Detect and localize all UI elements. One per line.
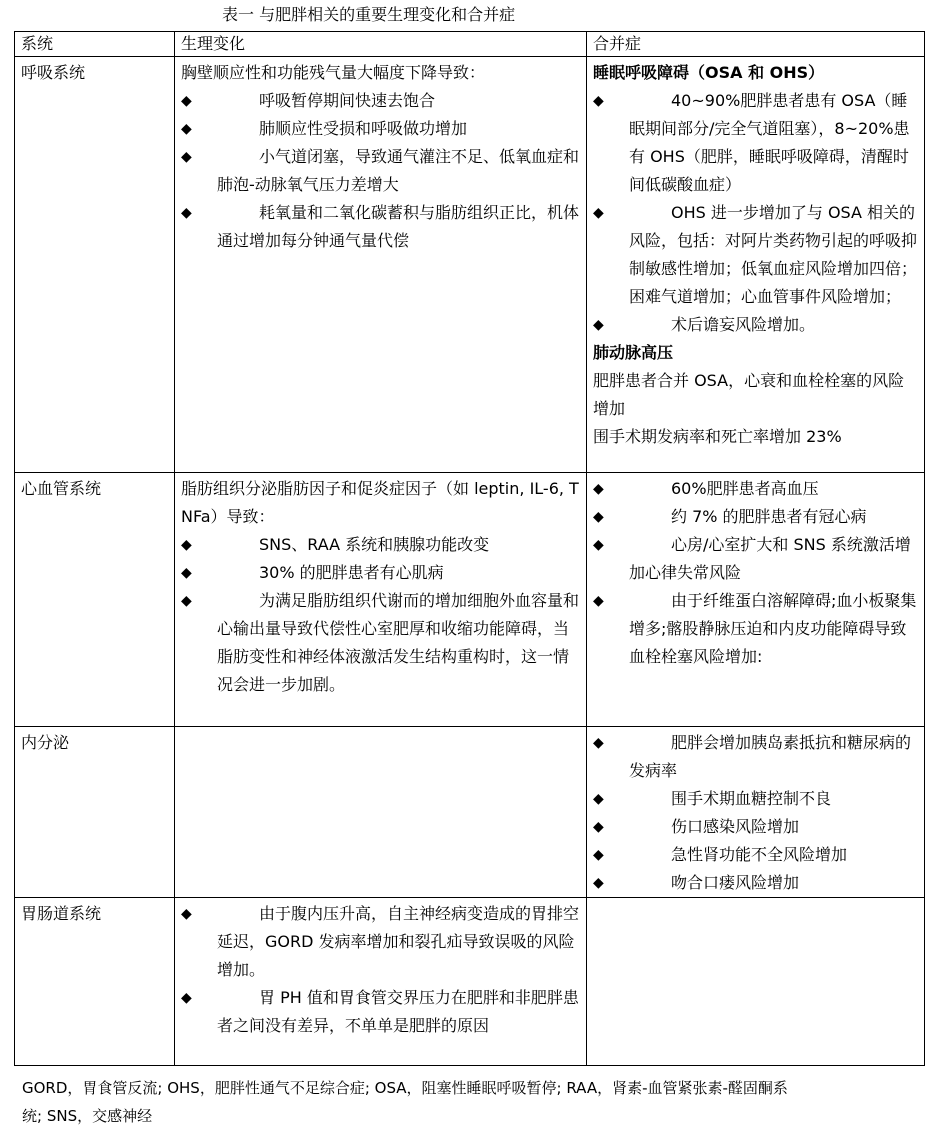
list-item-text: 围手术期血糖控制不良 [671,789,832,808]
list-item-text: 心房/心室扩大和 SNS 系统激活增加心律失常风险 [629,535,911,582]
list-item [593,813,918,841]
table-footnote: GORD，胃食管反流; OHS，肥胖性通气不足综合症; OSA，阻塞性睡眠呼吸暂停; RAA，肾素-血管紧张素-醛固酮系统; SNS，交感神经 [22,1079,788,1125]
list-item-text: SNS、RAA 系统和胰腺功能改变 [259,535,490,554]
bullet-diamond-icon: ◆ [181,990,192,1006]
complications-cell [587,898,925,1066]
system-cell: 呼吸系统 [15,57,175,473]
list-item [593,311,918,339]
physiology-list [181,900,580,1040]
bullet-diamond-icon: ◆ [181,93,192,109]
paragraph: 围手术期发病率和死亡率增加 23% [593,427,842,446]
system-cell: 胃肠道系统 [15,898,175,1066]
list-item-text: 呼吸暂停期间快速去饱合 [259,91,436,110]
table-caption: 表一 与肥胖相关的重要生理变化和合并症 [222,5,516,24]
list-item [181,900,580,984]
complications-list [593,729,918,897]
list-item [593,531,918,587]
list-item [181,531,580,559]
list-item-text: 约 7% 的肥胖患者有冠心病 [671,507,867,526]
system-cell: 心血管系统 [15,473,175,727]
list-item-text: 术后谵妄风险增加。 [671,315,816,334]
bullet-diamond-icon: ◆ [181,205,192,221]
list-item [181,87,580,115]
list-item [181,199,580,255]
physiology-intro: 胸壁顺应性和功能残气量大幅度下降导致： [181,63,486,82]
table-row-gastrointestinal [15,898,925,1066]
bullet-diamond-icon: ◆ [181,593,192,609]
header-system: 系统 [15,32,175,57]
bullet-diamond-icon: ◆ [593,819,604,835]
bullet-diamond-icon: ◆ [181,149,192,165]
list-item-text: 肥胖会增加胰岛素抵抗和糖尿病的发病率 [629,733,912,780]
bullet-diamond-icon: ◆ [181,121,192,137]
list-item [593,869,918,897]
list-item-text: 胃 PH 值和胃食管交界压力在肥胖和非肥胖患者之间没有差异，不单单是肥胖的原因 [217,988,579,1035]
table-row-cardiovascular [15,473,925,727]
bullet-diamond-icon: ◆ [593,791,604,807]
physiology-list [181,531,580,699]
physiology-list [181,87,580,255]
list-item [593,87,918,199]
list-item-text: 吻合口瘘风险增加 [671,873,800,892]
list-item [593,587,918,671]
paragraph: 肥胖患者合并 OSA，心衰和血栓栓塞的风险增加 [593,371,905,418]
list-item [593,729,918,785]
physiology-cell [175,727,587,898]
list-item-text: 肺顺应性受损和呼吸做功增加 [259,119,468,138]
list-item [593,841,918,869]
physiology-cell [175,57,587,473]
list-item [181,559,580,587]
list-item [593,503,918,531]
bullet-diamond-icon: ◆ [593,481,604,497]
subheading-pulmonary-hypertension: 肺动脉高压 [593,343,674,362]
list-item [181,984,580,1040]
bullet-diamond-icon: ◆ [593,317,604,333]
list-item [593,199,918,311]
list-item [181,115,580,143]
physiology-cell [175,898,587,1066]
subheading-sleep-disorder: 睡眠呼吸障碍（OSA 和 OHS） [593,63,825,82]
list-item-text: 30% 的肥胖患者有心肌病 [259,563,444,582]
header-complications: 合并症 [587,32,925,57]
list-item-text: 由于纤维蛋白溶解障碍;血小板聚集增多;髂股静脉压迫和内皮功能障碍导致血栓栓塞风险增加: [629,591,917,666]
header-physiology: 生理变化 [175,32,587,57]
list-item [593,785,918,813]
list-item [181,143,580,199]
bullet-diamond-icon: ◆ [593,847,604,863]
system-cell: 内分泌 [15,727,175,898]
list-item-text: 小气道闭塞，导致通气灌注不足、低氧血症和肺泡-动脉氧气压力差增大 [217,147,580,194]
complications-list [593,87,918,339]
list-item-text: 伤口感染风险增加 [671,817,800,836]
bullet-diamond-icon: ◆ [181,537,192,553]
list-item-text: 由于腹内压升高，自主神经病变造成的胃排空延迟，GORD 发病率增加和裂孔疝导致误吸的风险增加。 [217,904,580,979]
list-item [181,587,580,699]
bullet-diamond-icon: ◆ [593,509,604,525]
bullet-diamond-icon: ◆ [181,565,192,581]
physiology-cell [175,473,587,727]
bullet-diamond-icon: ◆ [593,735,604,751]
list-item-text: 60%肥胖患者高血压 [671,479,819,498]
list-item [593,475,918,503]
complications-cell [587,727,925,898]
bullet-diamond-icon: ◆ [593,875,604,891]
bullet-diamond-icon: ◆ [181,906,192,922]
complications-cell [587,473,925,727]
list-item-text: 为满足脂肪组织代谢而的增加细胞外血容量和心输出量导致代偿性心室肥厚和收缩功能障碍，当脂肪变性和神经体液激活发生结构重构时，这一情况会进一步加剧。 [217,591,580,694]
list-item-text: 40~90%肥胖患者患有 OSA（睡眠期间部分/完全气道阻塞），8~20%患有 OHS（肥胖，睡眠呼吸障碍，清醒时间低碳酸血症） [629,91,910,194]
table-header-row [15,32,925,57]
comorbidity-table [14,31,925,1066]
bullet-diamond-icon: ◆ [593,593,604,609]
bullet-diamond-icon: ◆ [593,93,604,109]
table-row-respiratory [15,57,925,473]
list-item-text: 急性肾功能不全风险增加 [671,845,848,864]
physiology-intro: 脂肪组织分泌脂肪因子和促炎症因子（如 leptin, IL-6, TNFa）导致： [181,479,579,526]
list-item-text: 耗氧量和二氧化碳蓄积与脂肪组织正比，机体通过增加每分钟通气量代偿 [217,203,580,250]
complications-list [593,475,918,671]
bullet-diamond-icon: ◆ [593,205,604,221]
table-row-endocrine [15,727,925,898]
bullet-diamond-icon: ◆ [593,537,604,553]
complications-cell [587,57,925,473]
list-item-text: OHS 进一步增加了与 OSA 相关的风险，包括：对阿片类药物引起的呼吸抑制敏感性增加；低氧血症风险增加四倍；困难气道增加；心血管事件风险增加； [629,203,918,306]
